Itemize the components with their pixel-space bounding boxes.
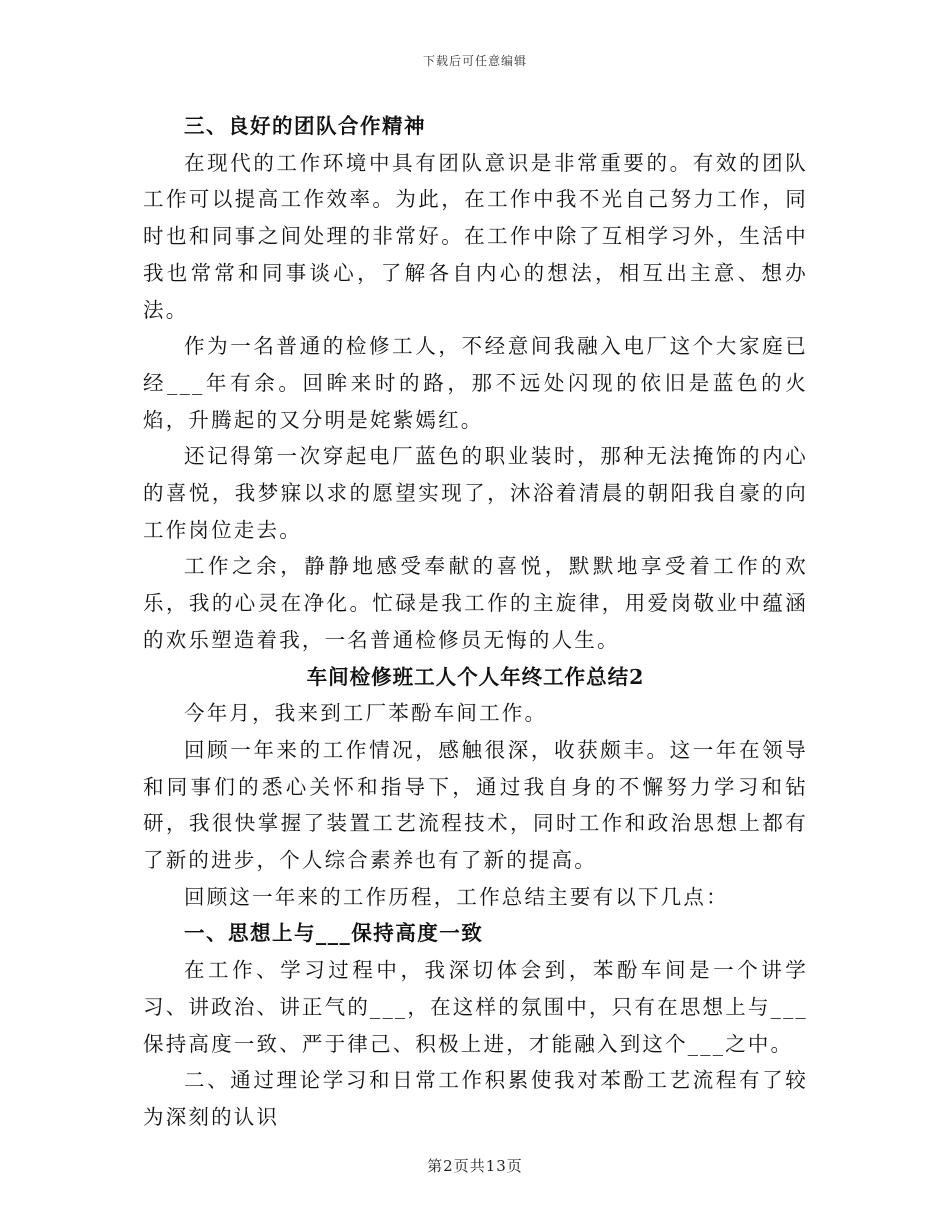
section-heading-theory: 二、通过理论学习和日常工作积累使我对苯酚工艺流程有了较为深刻的认识: [143, 1068, 808, 1129]
paragraph-review: 回顾一年来的工作情况，感触很深，收获颇丰。这一年在领导和同事们的悉心关怀和指导下，通过我自身的不懈努力学习和钻研，我很快掌握了装置工艺流程技术，同时工作和政治思想上都有了新的进步，个人综合素养也有了新的提高。: [143, 737, 808, 873]
section-heading-ideology: 一、思想上与___保持高度一致: [184, 921, 484, 946]
page-header: 下载后可任意编辑: [422, 54, 527, 68]
paragraph-power-plant: 作为一名普通的检修工人，不经意间我融入电厂这个大家庭已经___年有余。回眸来时的路，那不远处闪现的依旧是蓝色的火焰，升腾起的又分明是姹紫嫣红。: [143, 334, 808, 432]
paragraph-after-work: 工作之余，静静地感受奉献的喜悦，默默地享受着工作的欢乐，我的心灵在净化。忙碌是我工作的主旋律，用爱岗敬业中蕴涵的欢乐塑造着我，一名普通检修员无悔的人生。: [143, 554, 808, 652]
section-heading-teamwork: 三、良好的团队合作精神: [184, 114, 426, 138]
document-body: [143, 108, 808, 1136]
paragraph-arrival: 今年月，我来到工厂苯酚车间工作。: [184, 701, 548, 726]
paragraph-summary-intro: 回顾这一年来的工作历程，工作总结主要有以下几点：: [184, 884, 729, 909]
document-title-2: 车间检修班工人个人年终工作总结2: [306, 664, 645, 689]
page-number: 第2页共13页: [427, 1157, 523, 1175]
paragraph-ideology: 在工作、学习过程中，我深切体会到，苯酚车间是一个讲学习、讲政治、讲正气的___，在这样的氛围中，只有在思想上与___保持高度一致、严于律己、积极上进，才能融入到这个___之中。: [143, 958, 808, 1056]
paragraph-first-uniform: 还记得第一次穿起电厂蓝色的职业装时，那种无法掩饰的内心的喜悦，我梦寐以求的愿望实现了，沐浴着清晨的朝阳我自豪的向工作岗位走去。: [143, 444, 808, 542]
paragraph-teamwork: 在现代的工作环境中具有团队意识是非常重要的。有效的团队工作可以提高工作效率。为此，在工作中我不光自己努力工作，同时也和同事之间处理的非常好。在工作中除了互相学习外，生活中我也常常和同事谈心，了解各自内心的想法，相互出主意、想办法。: [143, 150, 808, 322]
